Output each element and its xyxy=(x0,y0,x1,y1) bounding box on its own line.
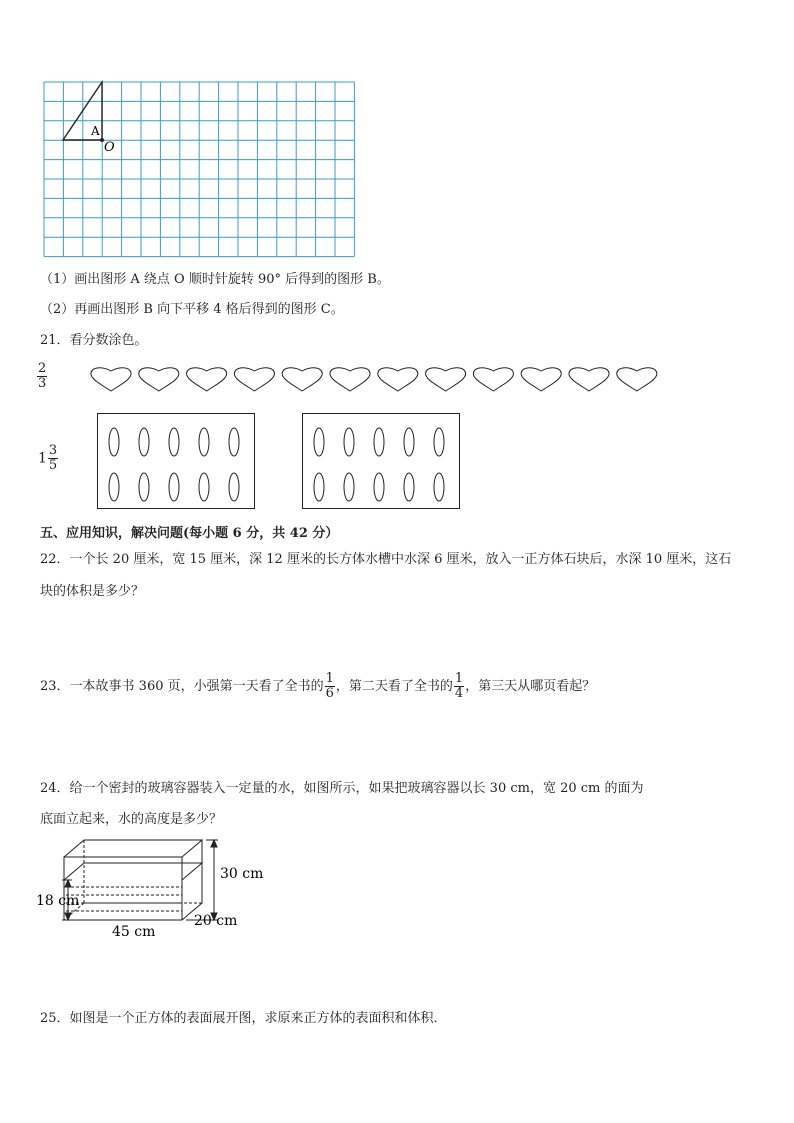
oval-shape[interactable] xyxy=(139,473,149,501)
oval-grid-1 xyxy=(98,414,254,508)
dim-water-label: 18 cm xyxy=(36,893,80,909)
grid-lines xyxy=(44,82,354,257)
heart-shape[interactable] xyxy=(521,368,561,391)
label-a: A xyxy=(91,124,100,138)
q25-text: 25．如图是一个正方体的表面展开图，求原来正方体的表面积和体积． xyxy=(40,1011,447,1026)
oval-shape[interactable] xyxy=(344,428,354,456)
dim-length-label: 45 cm xyxy=(112,924,156,940)
box-top xyxy=(64,840,202,857)
heart-shape[interactable] xyxy=(234,368,274,391)
oval-shape[interactable] xyxy=(344,473,354,501)
heart-shape[interactable] xyxy=(569,368,609,391)
oval-shape[interactable] xyxy=(404,473,414,501)
heart-shape[interactable] xyxy=(187,368,227,391)
q21-fraction-1: $\frac{2}{3}$ xyxy=(38,361,47,391)
oval-shape[interactable] xyxy=(139,428,149,456)
oval-shape[interactable] xyxy=(169,428,179,456)
heart-shape[interactable] xyxy=(139,368,179,391)
box-side xyxy=(182,840,202,920)
heart-shape[interactable] xyxy=(426,368,466,391)
oval-shape[interactable] xyxy=(169,473,179,501)
heart-shape[interactable] xyxy=(473,368,513,391)
q22-line1: 22．一个长 20 厘米，宽 15 厘米，深 12 厘米的长方体水槽中水深 6 厘米，放入一正方体石块后，水深 10 厘米，这石 xyxy=(40,552,732,567)
heart-shape[interactable] xyxy=(91,368,131,391)
water-lines xyxy=(64,863,202,911)
dim-height-label: 30 cm xyxy=(220,866,264,882)
q20-part1: （1）画出图形 A 绕点 O 顺时针旋转 90° 后得到的图形 B。 xyxy=(40,272,390,287)
oval-grid-2 xyxy=(303,414,459,508)
oval-shape[interactable] xyxy=(314,473,324,501)
oval-box-1 xyxy=(97,413,255,509)
q24-line1: 24．给一个密封的玻璃容器装入一定量的水，如图所示，如果把玻璃容器以长 30 cm，宽 20 cm 的面为 xyxy=(40,781,644,796)
heart-shape[interactable] xyxy=(617,368,657,391)
q21-title: 21．看分数涂色。 xyxy=(40,333,148,348)
oval-shape[interactable] xyxy=(434,428,444,456)
dim-width-label: 20 cm xyxy=(194,913,238,929)
oval-shape[interactable] xyxy=(199,428,209,456)
oval-shape[interactable] xyxy=(314,428,324,456)
q20-part2: （2）再画出图形 B 向下平移 4 格后得到的图形 C。 xyxy=(40,302,344,317)
oval-shape[interactable] xyxy=(434,473,444,501)
container-diagram xyxy=(34,835,264,945)
rotation-grid xyxy=(40,78,370,260)
q23-text: 23．一本故事书 360 页，小强第一天看了全书的 $\frac{1}{6}$ ，第二天看了全书的 $\frac{1}{4}$ ，第三天从哪页看起？ xyxy=(40,671,596,701)
oval-shape[interactable] xyxy=(229,473,239,501)
oval-box-2 xyxy=(302,413,460,509)
oval-shape[interactable] xyxy=(229,428,239,456)
q24-line2: 底面立起来，水的高度是多少？ xyxy=(40,812,223,827)
oval-shape[interactable] xyxy=(199,473,209,501)
q21-fraction-2: 1 $\frac{3}{5}$ xyxy=(38,443,58,473)
oval-shape[interactable] xyxy=(374,428,384,456)
hearts-row xyxy=(88,365,662,395)
oval-shape[interactable] xyxy=(404,428,414,456)
heart-shape[interactable] xyxy=(330,368,370,391)
oval-shape[interactable] xyxy=(109,473,119,501)
heart-shape[interactable] xyxy=(378,368,418,391)
heart-shape[interactable] xyxy=(282,368,322,391)
q22-line2: 块的体积是多少？ xyxy=(40,584,145,599)
oval-shape[interactable] xyxy=(109,428,119,456)
section-5-title: 五、应用知识，解决问题(每小题 6 分，共 42 分） xyxy=(40,526,339,541)
oval-shape[interactable] xyxy=(374,473,384,501)
label-o: O xyxy=(104,140,115,155)
